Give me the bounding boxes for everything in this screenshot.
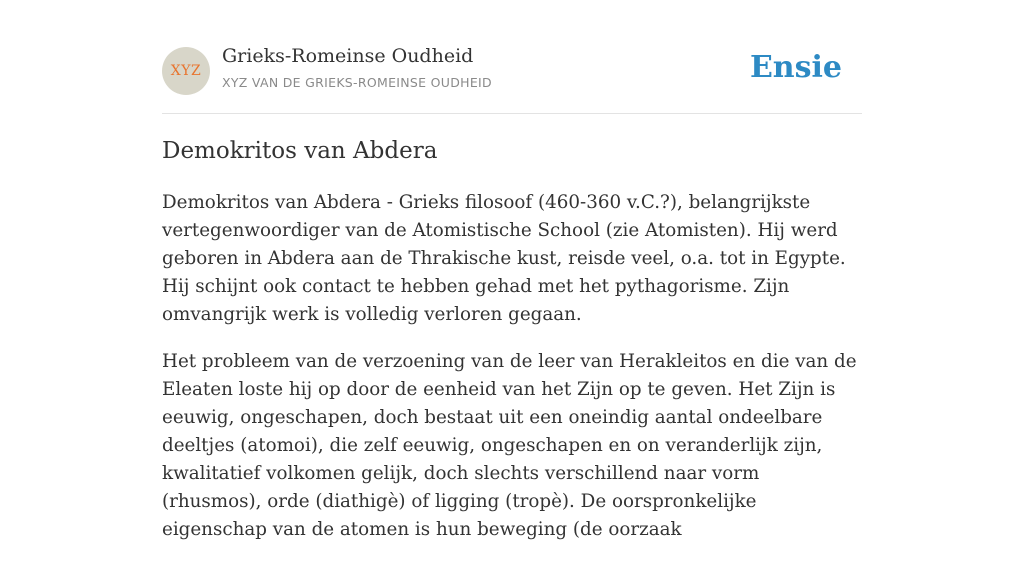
article-body <box>162 189 862 563</box>
channel-subtitle: XYZ VAN DE GRIEKS-ROMEINSE OUDHEID <box>222 75 492 90</box>
article-title: Demokritos van Abdera <box>162 138 438 164</box>
channel-avatar[interactable]: XYZ <box>162 47 210 95</box>
ensie-logo[interactable]: Ensie <box>749 50 842 85</box>
article-paragraph: Het probleem van de verzoening van de leer van Herakleitos en die van de Eleaten loste hij op door de eenheid van het Zijn op te geven. Het Zijn is eeuwig, ongeschapen, doch bestaat uit een oneindig aantal ondeelbare deeltjes (atomoi), die zelf eeuwig, ongeschapen en on veranderlijk zijn, kwalitatief volkomen gelijk, doch slechts verschillend naar vorm (rhusmos), orde (diathigè) of ligging (tropè). De oorspronkelijke eigenschap van de atomen is hun beweging (de oorzaak <box>162 351 857 540</box>
article-paragraph: Demokritos van Abdera - Grieks filosoof (460-360 v.C.?), belangrijkste vertegenwoordiger van de Atomistische School (zie Atomisten). Hij werd geboren in Abdera aan de Thrakische kust, reisde veel, o.a. tot in Egypte. Hij schijnt ook contact te hebben gehad met het pythagorisme. Zijn omvangrijk werk is volledig verloren gegaan. <box>162 192 846 325</box>
header <box>162 0 862 114</box>
channel-title[interactable]: Grieks-Romeinse Oudheid <box>222 45 474 67</box>
